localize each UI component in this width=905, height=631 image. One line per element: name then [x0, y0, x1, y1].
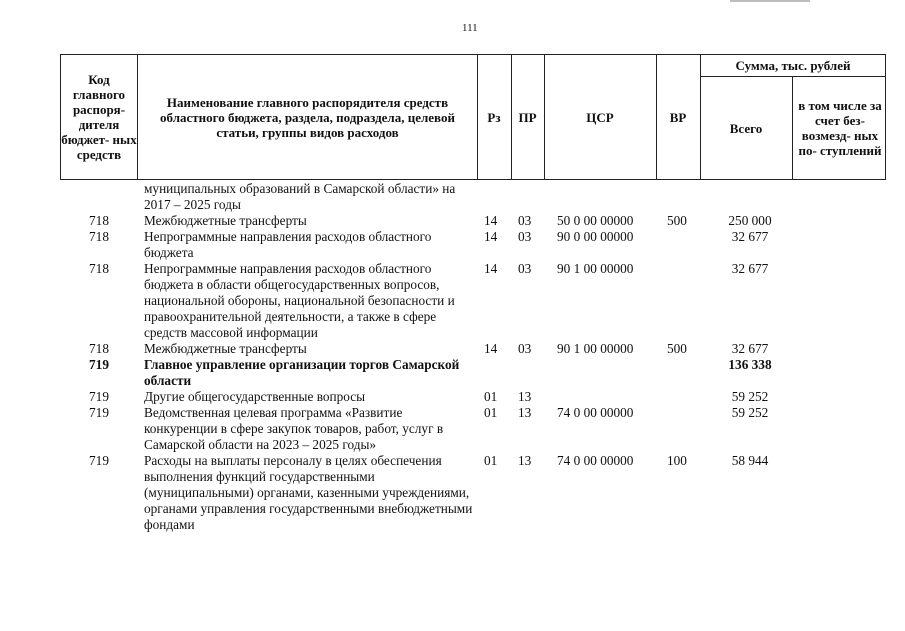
row-code: 719 [89, 389, 109, 404]
row-name: муниципальных образований в Самарской области» на 2017 – 2025 годы [144, 181, 456, 212]
table-row [0, 389, 905, 405]
row-name: Ведомственная целевая программа «Развитие конкуренции в сфере закупок товаров, работ, услуг в Самарской области на 2023 – 2025 годы» [144, 405, 444, 452]
table-row [0, 229, 905, 261]
row-csr: 90 1 00 00000 [557, 341, 634, 356]
row-csr: 90 1 00 00000 [557, 261, 634, 276]
row-name: Межбюджетные трансферты [144, 341, 307, 356]
row-csr: 74 0 00 00000 [557, 405, 634, 420]
row-rz: 14 [484, 213, 498, 228]
row-rz: 14 [484, 341, 498, 356]
header-total: Всего [729, 120, 763, 136]
row-total: 59 252 [731, 405, 769, 420]
row-csr: 74 0 00 00000 [557, 453, 634, 468]
header-rz: Рз [487, 109, 501, 125]
table-header [60, 54, 886, 180]
header-code: Код главного распоря- дителя бюджет- ных средств [61, 72, 137, 162]
row-name: Непрограммные направления расходов областного бюджета в области общегосударственных вопросов, национальной обороны, национальной безопасности и правоохранительной деятельности, а также в сфере средств массовой информации [144, 261, 455, 340]
row-code: 718 [89, 341, 109, 356]
table-row [0, 453, 905, 533]
row-rz: 01 [484, 453, 498, 468]
row-total: 32 677 [731, 341, 769, 356]
row-pr: 03 [518, 261, 532, 276]
scan-edge-mark [730, 0, 810, 2]
header-vr: ВР [669, 109, 687, 125]
header-divider [792, 76, 793, 180]
row-pr: 03 [518, 341, 532, 356]
row-name: Межбюджетные трансферты [144, 213, 307, 228]
table-row [0, 213, 905, 229]
header-sum-group: Сумма, тыс. рублей [735, 57, 851, 73]
table-row [0, 261, 905, 341]
table-body [0, 181, 905, 533]
row-name: Непрограммные направления расходов областного бюджета [144, 229, 432, 260]
row-total: 59 252 [731, 389, 769, 404]
row-name: Главное управление организации торгов Самарской области [144, 357, 460, 388]
row-code: 719 [89, 453, 109, 468]
row-vr: 500 [667, 341, 687, 356]
row-vr: 100 [667, 453, 687, 468]
row-total: 32 677 [731, 229, 769, 244]
row-code: 719 [89, 357, 109, 372]
table-row [0, 357, 905, 389]
table-row [0, 341, 905, 357]
row-total: 136 338 [728, 357, 772, 372]
row-pr: 13 [518, 405, 532, 420]
row-csr: 50 0 00 00000 [557, 213, 634, 228]
header-csr: ЦСР [586, 109, 614, 125]
row-code: 718 [89, 261, 109, 276]
header-gratuitous: в том числе за счет без- возмезд- ных по- ступлений [798, 98, 882, 158]
row-csr: 90 0 00 00000 [557, 229, 634, 244]
row-total: 250 000 [728, 213, 772, 228]
header-pr: ПР [518, 109, 537, 125]
row-rz: 14 [484, 261, 498, 276]
row-rz: 14 [484, 229, 498, 244]
row-name: Другие общегосударственные вопросы [144, 389, 366, 404]
row-pr: 13 [518, 453, 532, 468]
table-row [0, 405, 905, 453]
header-name: Наименование главного распорядителя средств областного бюджета, раздела, подраздела, целевой статьи, группы видов расходов [160, 94, 455, 140]
row-total: 32 677 [731, 261, 769, 276]
row-pr: 03 [518, 229, 532, 244]
page-number: 111 [462, 22, 478, 34]
row-code: 718 [89, 229, 109, 244]
row-code: 718 [89, 213, 109, 228]
header-divider [137, 54, 138, 180]
row-vr: 500 [667, 213, 687, 228]
row-pr: 03 [518, 213, 532, 228]
row-total: 58 944 [731, 453, 769, 468]
row-name: Расходы на выплаты персоналу в целях обеспечения выполнения функций государственными (муниципальными) органами, казенными учреждениями, органами управления государственными внебюджетными фондами [144, 453, 473, 532]
table-row [0, 181, 905, 213]
row-code: 719 [89, 405, 109, 420]
row-pr: 13 [518, 389, 532, 404]
row-rz: 01 [484, 389, 498, 404]
row-rz: 01 [484, 405, 498, 420]
